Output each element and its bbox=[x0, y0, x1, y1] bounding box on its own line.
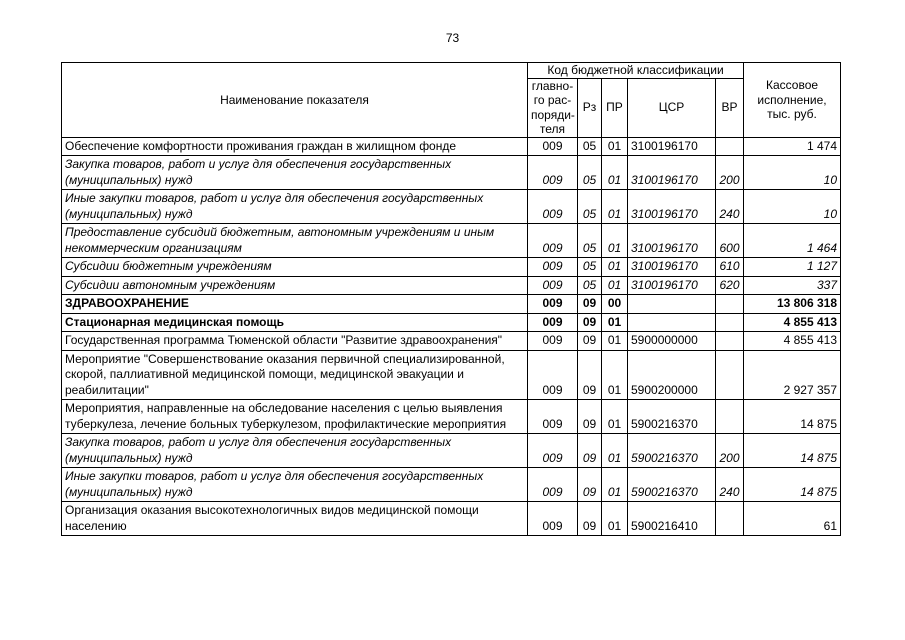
cell-csr: 3100196170 bbox=[628, 137, 716, 156]
table-row bbox=[62, 295, 841, 314]
header-glavn: главно-го рас-поряди-теля bbox=[528, 78, 578, 137]
cell-pr: 01 bbox=[602, 400, 628, 434]
table-row bbox=[62, 258, 841, 277]
cell-amount: 13 806 318 bbox=[744, 295, 841, 314]
cell-pr: 01 bbox=[602, 502, 628, 536]
cell-amount: 4 855 413 bbox=[744, 313, 841, 332]
cell-glavn: 009 bbox=[528, 332, 578, 351]
cell-csr: 3100196170 bbox=[628, 156, 716, 190]
cell-pr: 01 bbox=[602, 350, 628, 400]
cell-rz: 05 bbox=[578, 258, 602, 277]
cell-pr: 01 bbox=[602, 258, 628, 277]
table-row bbox=[62, 332, 841, 351]
cell-rz: 09 bbox=[578, 332, 602, 351]
cell-glavn: 009 bbox=[528, 190, 578, 224]
cell-name: Предоставление субсидий бюджетным, автономным учреждениям и иным некоммерческим организациям bbox=[62, 224, 528, 258]
cell-name: Организация оказания высокотехнологичных видов медицинской помощи населению bbox=[62, 502, 528, 536]
page-number: 73 bbox=[445, 31, 460, 45]
header-vr: ВР bbox=[716, 78, 744, 137]
cell-glavn: 009 bbox=[528, 156, 578, 190]
cell-name: Государственная программа Тюменской области "Развитие здравоохранения" bbox=[62, 332, 528, 351]
table-row bbox=[62, 190, 841, 224]
cell-rz: 09 bbox=[578, 400, 602, 434]
cell-amount: 1 474 bbox=[744, 137, 841, 156]
cell-vr: 240 bbox=[716, 190, 744, 224]
cell-csr: 5900216410 bbox=[628, 502, 716, 536]
cell-vr: 200 bbox=[716, 156, 744, 190]
cell-vr bbox=[716, 137, 744, 156]
cell-pr: 01 bbox=[602, 332, 628, 351]
cell-amount: 10 bbox=[744, 156, 841, 190]
cell-vr bbox=[716, 502, 744, 536]
table-row bbox=[62, 350, 841, 400]
cell-amount: 14 875 bbox=[744, 400, 841, 434]
cell-amount: 10 bbox=[744, 190, 841, 224]
cell-name: Закупка товаров, работ и услуг для обеспечения государственных (муниципальных) нужд bbox=[62, 156, 528, 190]
header-amount: Кассовое исполнение, тыс. руб. bbox=[744, 63, 841, 138]
cell-pr: 01 bbox=[602, 156, 628, 190]
cell-csr: 5900216370 bbox=[628, 468, 716, 502]
cell-csr: 5900000000 bbox=[628, 332, 716, 351]
cell-vr: 240 bbox=[716, 468, 744, 502]
cell-rz: 09 bbox=[578, 502, 602, 536]
cell-pr: 01 bbox=[602, 224, 628, 258]
cell-csr bbox=[628, 313, 716, 332]
cell-csr: 3100196170 bbox=[628, 276, 716, 295]
cell-csr: 3100196170 bbox=[628, 258, 716, 277]
cell-glavn: 009 bbox=[528, 276, 578, 295]
cell-name: Стационарная медицинская помощь bbox=[62, 313, 528, 332]
cell-amount: 4 855 413 bbox=[744, 332, 841, 351]
cell-rz: 09 bbox=[578, 434, 602, 468]
cell-vr bbox=[716, 400, 744, 434]
cell-pr: 01 bbox=[602, 276, 628, 295]
cell-vr bbox=[716, 332, 744, 351]
cell-amount: 1 464 bbox=[744, 224, 841, 258]
cell-csr: 5900216370 bbox=[628, 400, 716, 434]
cell-csr bbox=[628, 295, 716, 314]
cell-amount: 14 875 bbox=[744, 434, 841, 468]
cell-pr: 01 bbox=[602, 313, 628, 332]
cell-glavn: 009 bbox=[528, 434, 578, 468]
budget-table bbox=[61, 62, 841, 536]
cell-pr: 01 bbox=[602, 137, 628, 156]
header-name: Наименование показателя bbox=[62, 63, 528, 138]
table-header bbox=[62, 63, 841, 138]
cell-name: Закупка товаров, работ и услуг для обеспечения государственных (муниципальных) нужд bbox=[62, 434, 528, 468]
cell-name: Иные закупки товаров, работ и услуг для обеспечения государственных (муниципальных) нужд bbox=[62, 190, 528, 224]
header-code-group: Код бюджетной классификации bbox=[528, 63, 744, 79]
table-row bbox=[62, 468, 841, 502]
table-row bbox=[62, 224, 841, 258]
cell-vr: 610 bbox=[716, 258, 744, 277]
cell-pr: 01 bbox=[602, 468, 628, 502]
cell-glavn: 009 bbox=[528, 468, 578, 502]
cell-name: Иные закупки товаров, работ и услуг для обеспечения государственных (муниципальных) нужд bbox=[62, 468, 528, 502]
header-pr: ПР bbox=[602, 78, 628, 137]
cell-glavn: 009 bbox=[528, 137, 578, 156]
cell-glavn: 009 bbox=[528, 258, 578, 277]
table-row bbox=[62, 313, 841, 332]
cell-name: Обеспечение комфортности проживания граждан в жилищном фонде bbox=[62, 137, 528, 156]
cell-rz: 05 bbox=[578, 156, 602, 190]
cell-name: Субсидии бюджетным учреждениям bbox=[62, 258, 528, 277]
cell-rz: 09 bbox=[578, 313, 602, 332]
cell-glavn: 009 bbox=[528, 350, 578, 400]
cell-vr bbox=[716, 295, 744, 314]
cell-amount: 61 bbox=[744, 502, 841, 536]
cell-pr: 00 bbox=[602, 295, 628, 314]
cell-glavn: 009 bbox=[528, 400, 578, 434]
cell-name: Субсидии автономным учреждениям bbox=[62, 276, 528, 295]
cell-glavn: 009 bbox=[528, 224, 578, 258]
cell-csr: 5900216370 bbox=[628, 434, 716, 468]
cell-vr bbox=[716, 313, 744, 332]
cell-rz: 05 bbox=[578, 224, 602, 258]
cell-amount: 1 127 bbox=[744, 258, 841, 277]
cell-glavn: 009 bbox=[528, 295, 578, 314]
cell-pr: 01 bbox=[602, 434, 628, 468]
cell-rz: 09 bbox=[578, 468, 602, 502]
cell-csr: 3100196170 bbox=[628, 224, 716, 258]
table-row bbox=[62, 137, 841, 156]
cell-rz: 09 bbox=[578, 350, 602, 400]
table-row bbox=[62, 276, 841, 295]
cell-vr: 600 bbox=[716, 224, 744, 258]
table-row bbox=[62, 400, 841, 434]
cell-rz: 09 bbox=[578, 295, 602, 314]
cell-vr: 620 bbox=[716, 276, 744, 295]
cell-csr: 5900200000 bbox=[628, 350, 716, 400]
cell-glavn: 009 bbox=[528, 502, 578, 536]
cell-amount: 2 927 357 bbox=[744, 350, 841, 400]
cell-rz: 05 bbox=[578, 276, 602, 295]
cell-amount: 14 875 bbox=[744, 468, 841, 502]
cell-pr: 01 bbox=[602, 190, 628, 224]
cell-vr bbox=[716, 350, 744, 400]
table-row bbox=[62, 502, 841, 536]
cell-rz: 05 bbox=[578, 137, 602, 156]
cell-glavn: 009 bbox=[528, 313, 578, 332]
cell-name: Мероприятия, направленные на обследование населения с целью выявления туберкулеза, лечение больных туберкулезом, профилактические мероприятия bbox=[62, 400, 528, 434]
cell-vr: 200 bbox=[716, 434, 744, 468]
cell-amount: 337 bbox=[744, 276, 841, 295]
table-row bbox=[62, 434, 841, 468]
table-row bbox=[62, 156, 841, 190]
cell-name: Мероприятие "Совершенствование оказания первичной специализированной, скорой, паллиативной медицинской помощи, медицинской эвакуации и реабилитации" bbox=[62, 350, 528, 400]
table-body bbox=[62, 137, 841, 536]
cell-rz: 05 bbox=[578, 190, 602, 224]
header-csr: ЦСР bbox=[628, 78, 716, 137]
cell-csr: 3100196170 bbox=[628, 190, 716, 224]
header-rz: Рз bbox=[578, 78, 602, 137]
cell-name: ЗДРАВООХРАНЕНИЕ bbox=[62, 295, 528, 314]
